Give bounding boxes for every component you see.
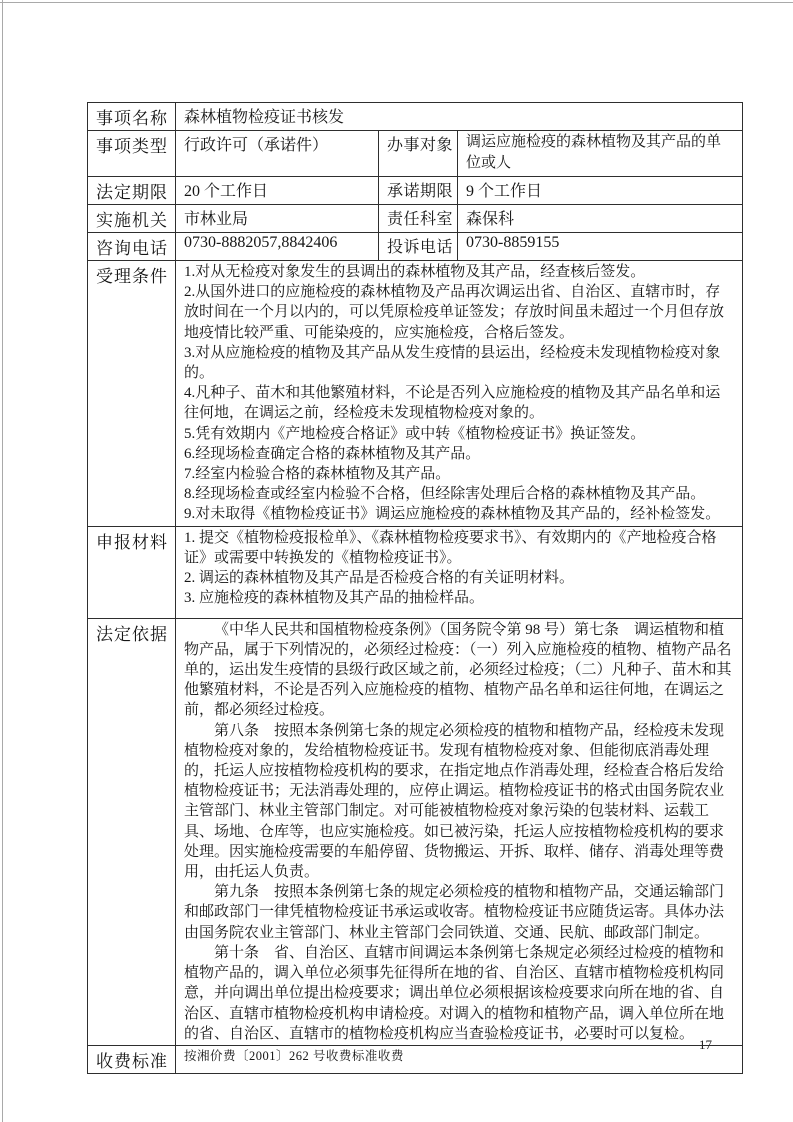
item-name-label: 事项名称	[88, 103, 176, 131]
row-legal-basis	[88, 618, 743, 1045]
promised-deadline-value: 9 个工作日	[458, 177, 743, 205]
responsible-office-value: 森保科	[458, 205, 743, 233]
application-materials-label: 申报材料	[88, 526, 176, 618]
complaint-phone-label: 投诉电话	[379, 233, 458, 261]
acceptance-conditions-content	[176, 261, 743, 527]
promised-deadline-label: 承诺期限	[379, 177, 458, 205]
material-item: 2. 调运的森林植物及其产品是否检疫合格的有关证明材料。	[184, 570, 575, 587]
application-materials-content	[176, 526, 743, 618]
page-edge-top-line	[0, 2, 793, 3]
service-target-value: 调运应施检疫的森林植物及其产品的单位或人	[458, 131, 743, 177]
acceptance-item: 4.凡种子、苗木和其他繁殖材料，不论是否列入应施检疫的植物及其产品名单和运往何地，在调运之前，经检疫未发现植物检疫对象的。	[184, 385, 721, 422]
row-phones	[88, 233, 743, 261]
material-item: 3. 应施检疫的森林植物及其产品的抽检样品。	[184, 590, 485, 607]
acceptance-item: 1.对从无检疫对象发生的县调出的森林植物及其产品，经查核后签发。	[184, 264, 646, 280]
legal-paragraph: 《中华人民共和国植物检疫条例》（国务院令第 98 号）第七条 调运植物和植物产品，属于下列情况的，必须经过检疫：（一）列入应施检疫的植物、植物产品名单的，运出发生疫情的县级行政区域之前，必须经过检疫；（二）凡种子、苗木和其他繁殖材料，不论是否列入应施检疫的植物、植物产品名单和运往何地，在调运之前，都必须经过检疫。	[184, 621, 732, 719]
row-agency	[88, 205, 743, 233]
implementing-agency-label: 实施机关	[88, 205, 176, 233]
acceptance-item: 2.从国外进口的应施检疫的森林植物及产品再次调运出省、自治区、直辖市时，存放时间在一个月以内的，可以凭原检疫单证签发；存放时间虽未超过一个月但存放地疫情比较严重、可能染疫的，应实施检疫，合格后签发。	[184, 284, 725, 341]
legal-paragraph: 第九条 按照本条例第七条的规定必须检疫的植物和植物产品，交通运输部门和邮政部门一律凭植物检疫证书承运或收寄。植物检疫证书应随货运寄。具体办法由国务院农业主管部门、林业主管部门会同铁道、交通、民航、邮政部门制定。	[184, 884, 725, 941]
fee-standard-value: 按湘价费〔2001〕262 号收费标准收费	[184, 1048, 404, 1063]
responsible-office-label: 责任科室	[379, 205, 458, 233]
service-item-table	[87, 102, 743, 1074]
row-deadline	[88, 177, 743, 205]
row-application-materials	[88, 526, 743, 618]
inquiry-phone-label: 咨询电话	[88, 233, 176, 261]
acceptance-item: 7.经室内检验合格的森林植物及其产品。	[184, 466, 451, 483]
material-item: 1. 提交《植物检疫报检单》、《森林植物检疫要求书》、有效期内的《产地检疫合格证》或需要中转换发的《植物检疫证书》。	[184, 529, 717, 566]
acceptance-item: 3.对从应施检疫的植物及其产品从发生疫情的县运出，经检疫未发现植物检疫对象的。	[184, 344, 721, 382]
legal-paragraph: 第十条 省、自治区、直辖市间调运本条例第七条规定必须经过检疫的植物和植物产品的，调入单位必须事先征得所在地的省、自治区、直辖市植物检疫机构同意，并向调出单位提出检疫要求；调出单位必须根据该检疫要求向所在地的省、自治区、直辖市植物检疫机构申请检疫。对调入的植物和植物产品，调入单位所在地的省、自治区、直辖市的植物检疫机构应当查验检疫证书，必要时可以复检。	[184, 944, 725, 1042]
acceptance-conditions-label: 受理条件	[88, 261, 176, 527]
row-item-type	[88, 131, 743, 177]
item-type-label: 事项类型	[88, 131, 176, 177]
acceptance-item: 8.经现场检查或经室内检验不合格，但经除害处理后合格的森林植物及其产品。	[184, 486, 706, 503]
legal-paragraph: 第八条 按照本条例第七条的规定必须检疫的植物和植物产品，经检疫未发现植物检疫对象的，发给植物检疫证书。发现有植物检疫对象、但能彻底消毒处理的，托运人应按植物检疫机构的要求，在指定地点作消毒处理，经检查合格后发给植物检疫证书；无法消毒处理的，应停止调运。植物检疫证书的格式由国务院农业主管部门、林业主管部门制定。对可能被植物检疫对象污染的包装材料、运载工具、场地、仓库等，也应实施检疫。如已被污染，托运人应按植物检疫机构的要求处理。因实施检疫需要的车船停留、货物搬运、开拆、取样、储存、消毒处理等费用，由托运人负责。	[184, 722, 725, 881]
legal-deadline-value: 20 个工作日	[176, 177, 379, 205]
inquiry-phone-value: 0730-8882057,8842406	[176, 233, 379, 261]
acceptance-item: 9.对未取得《植物检疫证书》调运应施检疫的森林植物及其产品的，经补检签发。	[184, 506, 721, 523]
acceptance-item: 5.凭有效期内《产地检疫合格证》或中转《植物检疫证书》换证签发。	[184, 425, 646, 442]
service-target-label: 办事对象	[379, 131, 458, 177]
row-item-name	[88, 103, 743, 131]
implementing-agency-value: 市林业局	[176, 205, 379, 233]
legal-basis-label: 法定依据	[88, 618, 176, 1045]
item-type-value: 行政许可（承诺件）	[176, 131, 379, 177]
page-number: 17	[699, 1037, 712, 1052]
fee-standard-content	[176, 1045, 743, 1073]
fee-standard-label: 收费标准	[88, 1045, 176, 1073]
legal-deadline-label: 法定期限	[88, 177, 176, 205]
acceptance-item: 6.经现场检查确定合格的森林植物及其产品。	[184, 445, 481, 462]
row-fee-standard	[88, 1045, 743, 1073]
page-edge-left-line	[2, 0, 3, 1122]
row-acceptance-conditions	[88, 261, 743, 527]
complaint-phone-value: 0730-8859155	[458, 233, 743, 261]
legal-basis-content	[176, 618, 743, 1045]
item-name-value: 森林植物检疫证书核发	[176, 103, 743, 131]
